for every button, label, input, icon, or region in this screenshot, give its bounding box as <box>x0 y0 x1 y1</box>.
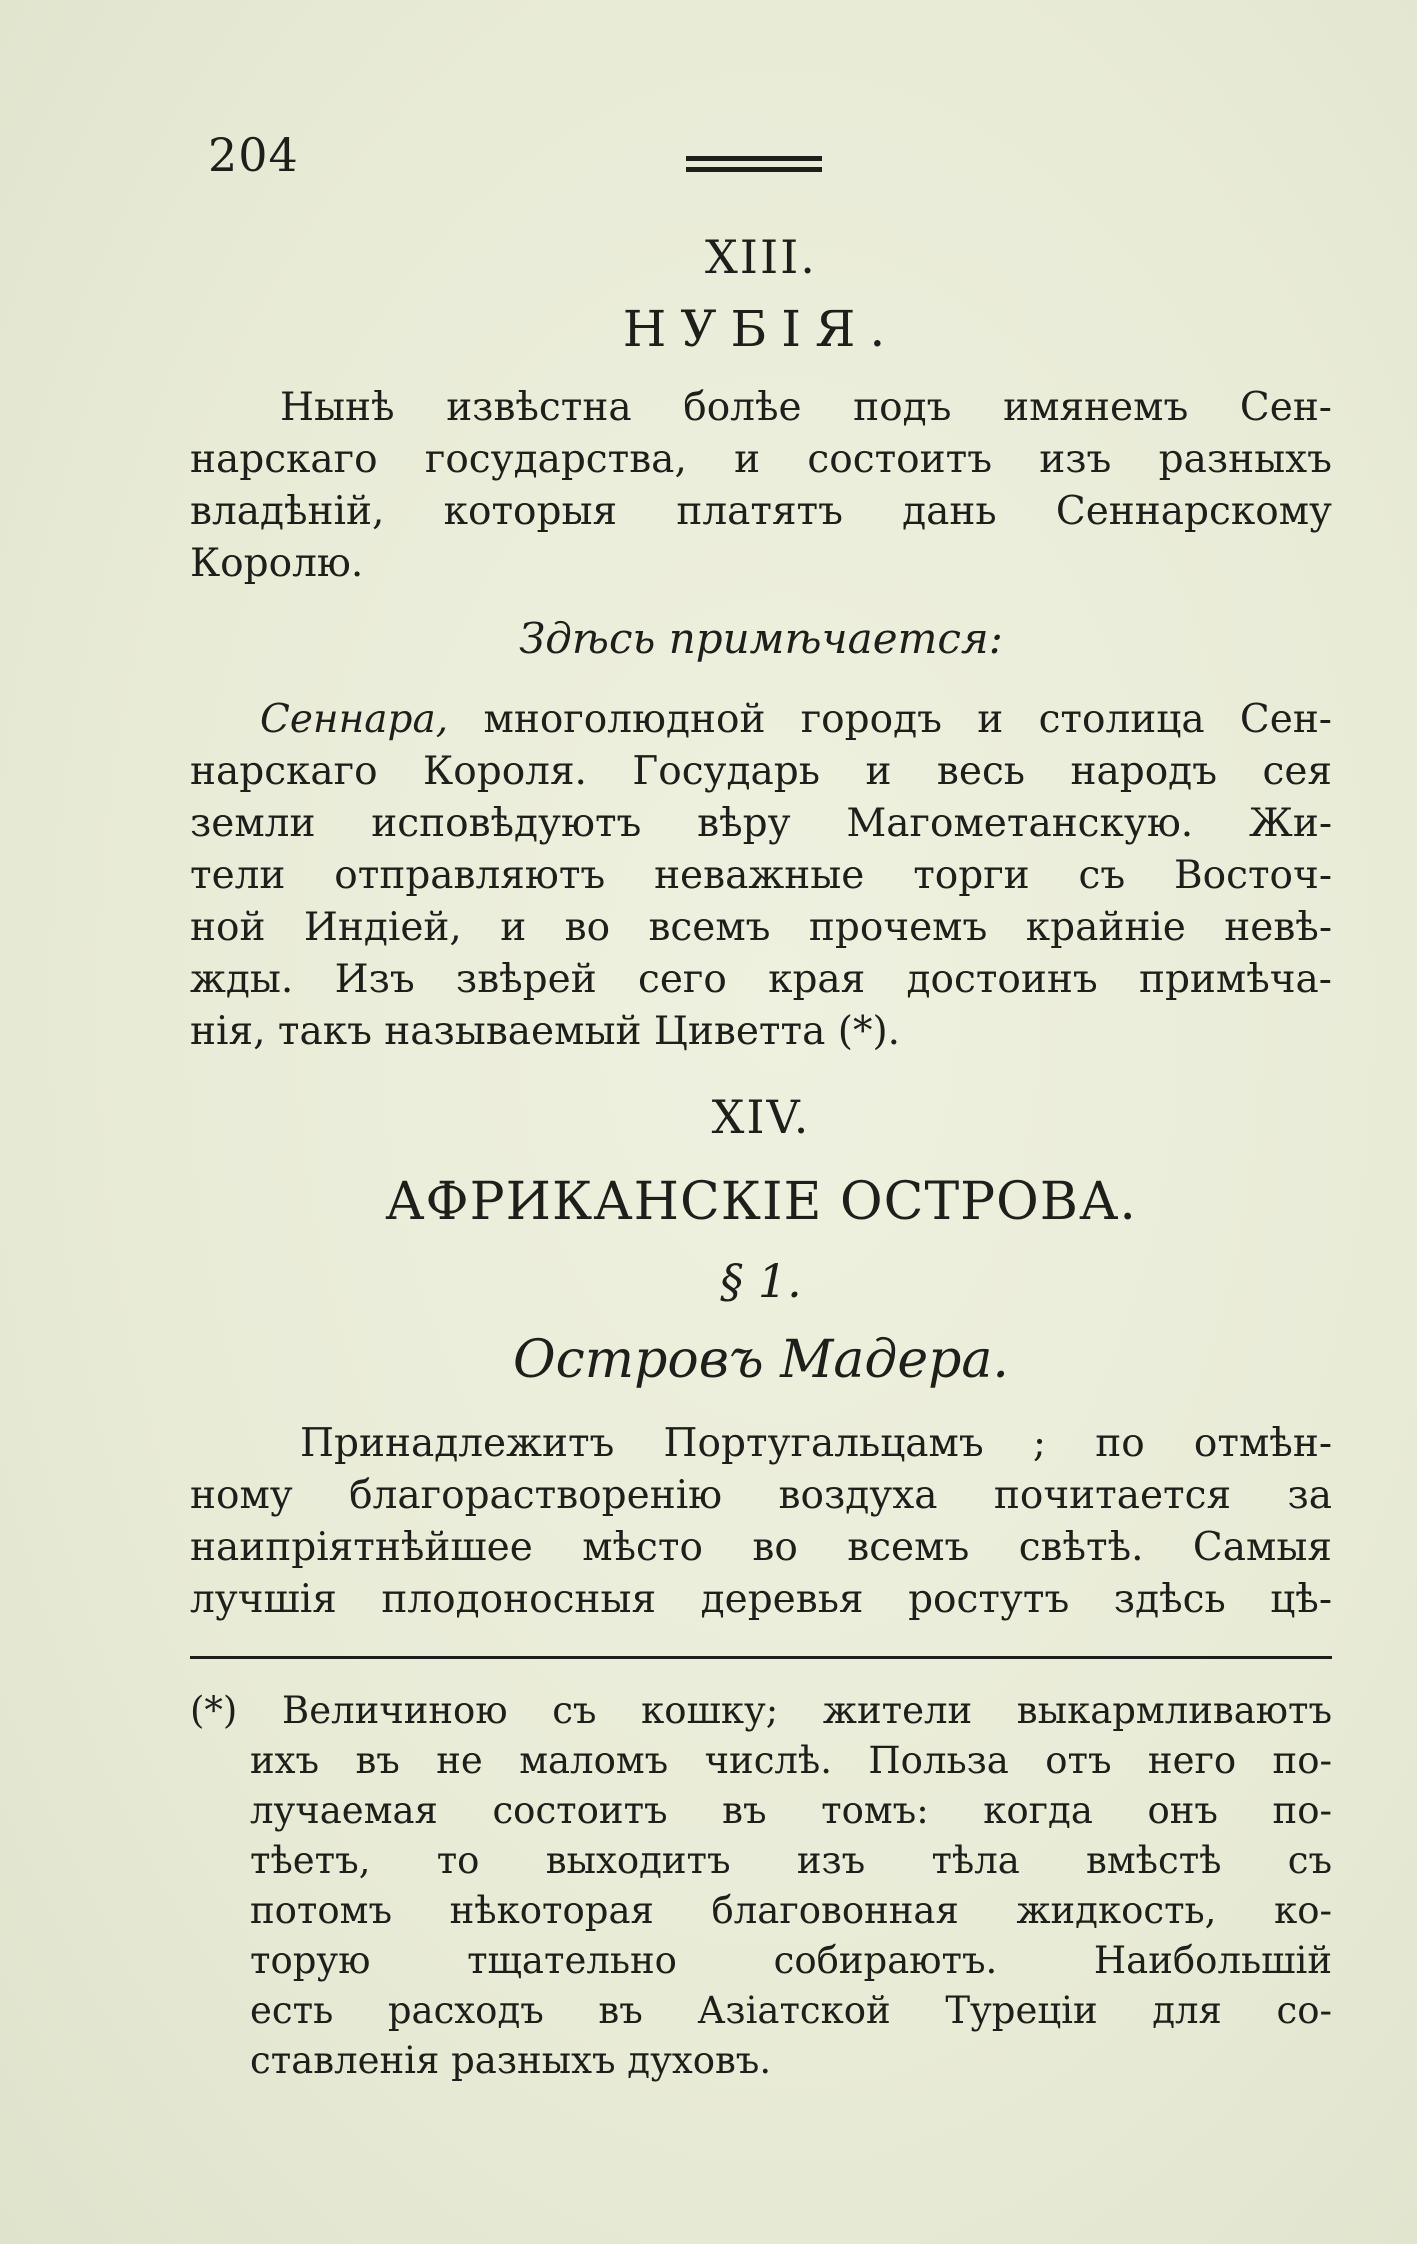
section-14-title: АФРИКАНСКІЕ ОСТРОВА. <box>385 1172 1137 1232</box>
section-14-line-4: лучшія плодоносныя деревья ростутъ здѣсь цѣ- <box>190 1577 1332 1622</box>
section-14-paragraph <box>190 1418 1332 1626</box>
section-14-line-1: Принадлежитъ Португальцамъ ; по отмѣн- <box>300 1421 1332 1466</box>
section-14-line-3: наипріятнѣйшее мѣсто во всемъ свѣтѣ. Самыя <box>190 1525 1332 1570</box>
section-13-city-line-7: нія, такъ называемый Циветта (*). <box>190 1009 901 1054</box>
section-13-paragraph <box>190 382 1332 590</box>
section-14-paragraph-mark: § 1. <box>720 1254 802 1308</box>
city-name: Сеннара, <box>260 697 449 742</box>
footnote-rule <box>190 1656 1332 1659</box>
header-rule-line-top <box>686 156 822 161</box>
page-number: 204 <box>208 128 299 182</box>
section-13-city-line-1 <box>190 694 1332 746</box>
section-13-city-line-3: земли исповѣдуютъ вѣру Магометанскую. Жи- <box>190 801 1332 846</box>
header-double-rule <box>686 156 822 184</box>
footnote-line-2: ихъ въ не маломъ числѣ. Польза отъ него по- <box>250 1739 1332 1782</box>
section-13-city-line-6: жды. Изъ звѣрей сего края достоинъ примѣча- <box>190 957 1332 1002</box>
section-13-line-2: нарскаго государства, и состоитъ изъ разныхъ <box>190 437 1332 482</box>
section-13-city-line-4: тели отправляютъ неважные торги съ Восточ- <box>190 853 1332 898</box>
section-14-numeral: XIV. <box>711 1090 811 1144</box>
section-13-line-4: Королю. <box>190 541 364 586</box>
section-13-city-line-2: нарскаго Короля. Государь и весь народъ сея <box>190 749 1332 794</box>
section-13-city-paragraph <box>190 694 1332 1058</box>
section-13-line-1: Нынѣ извѣстна болѣе подъ имянемъ Сен- <box>280 385 1332 430</box>
section-14-subtitle: Островъ Мадера. <box>513 1330 1009 1390</box>
city-line-1-rest: многолюдной городъ и столица Сен- <box>483 697 1332 742</box>
section-13-note-heading: Здѣсь примѣчается: <box>519 614 1003 663</box>
footnote-line-5: потомъ нѣкоторая благовонная жидкость, ко- <box>250 1889 1332 1932</box>
header-rule-line-bottom <box>686 167 822 172</box>
section-14-line-2: ному благорастворенію воздуха почитается за <box>190 1473 1332 1518</box>
footnote-line-1: (*) Величиною съ кошку; жители выкармливаютъ <box>190 1689 1332 1732</box>
footnote-line-8: ставленія разныхъ духовъ. <box>250 2039 772 2082</box>
footnote <box>190 1686 1332 2086</box>
footnote-line-3: лучаемая состоитъ въ томъ: когда онъ по- <box>250 1789 1332 1832</box>
section-13-title: НУБІЯ. <box>622 300 900 358</box>
section-13-numeral: XIII. <box>705 230 817 284</box>
section-13-city-line-5: ной Индіей, и во всемъ прочемъ крайніе невѣ- <box>190 905 1332 950</box>
footnote-line-4: тѣетъ, то выходитъ изъ тѣла вмѣстѣ съ <box>250 1839 1332 1882</box>
footnote-line-7: есть расходъ въ Азіатской Турецiи для со- <box>250 1989 1332 2032</box>
section-13-line-3: владѣній, которыя платятъ дань Сеннарскому <box>190 489 1332 534</box>
footnote-line-6: торую тщательно собираютъ. Наибольшій <box>250 1939 1332 1982</box>
